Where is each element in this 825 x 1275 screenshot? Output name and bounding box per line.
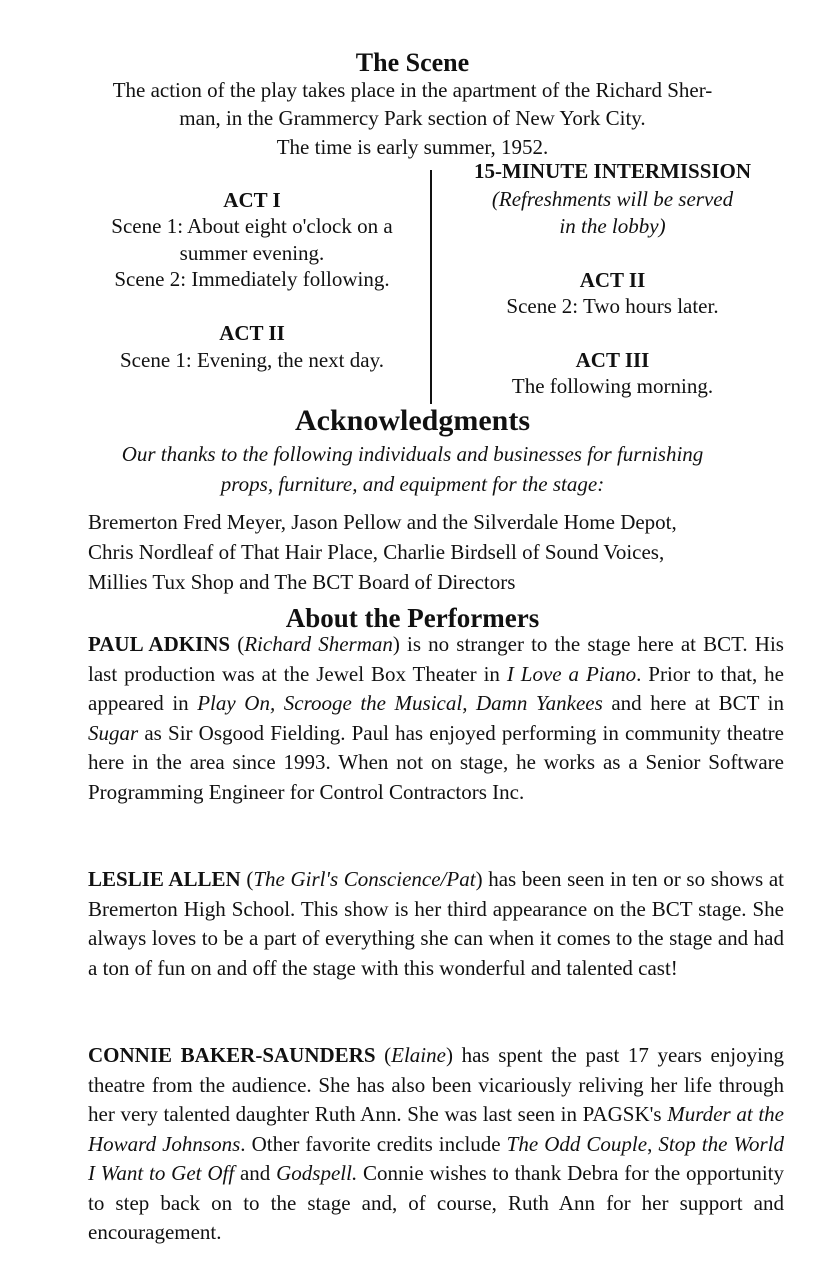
bio-text: has been seen in ten or so shows at Bremerton High School. This show is her third appearance on the BCT stage. She always loves to be a part of everything she can when it comes to the stage and had a ton of fun on and off the stage with this wonderful and talented cast!	[88, 867, 784, 980]
bio-text: Connie wishes to thank Debra for the opportunity to step back on to the stage and, of course, Ruth Ann for her support and encouragement.	[88, 1161, 784, 1244]
ack-list-line-2: Chris Nordleaf of That Hair Place, Charlie Birdsell of Sound Voices,	[88, 540, 665, 564]
scene-line-1: The action of the play takes place in the apartment of the Richard Sher-	[112, 78, 713, 102]
act-1-heading: ACT I	[223, 188, 281, 212]
performer-name: CONNIE BAKER-SAUNDERS	[88, 1043, 376, 1067]
act-2-heading-right: ACT II	[579, 268, 646, 292]
bio-title: Stop the World I Want to Get Off	[88, 1131, 785, 1185]
performer-bio-adkins: PAUL ADKINS (Richard Sherman) is no stranger to the stage here at BCT. His last production was at the Jewel Box Theater in I Love a Piano. Prior to that, he appeared in Play On, Scrooge the Musical, Damn Yankees and here at BCT in Sugar as Sir Osgood Fielding. Paul has enjoyed performing in community theatre here in the area since 1993. When not on stage, he works as a Senior Software Programming Engineer for Control Contractors Inc.	[88, 632, 784, 804]
act-1-scene-1-line-1: Scene 1: About eight o'clock on a	[111, 214, 393, 238]
ack-list-line-3: Millies Tux Shop and The BCT Board of Directors	[88, 570, 516, 594]
act-2-heading-left: ACT II	[219, 321, 285, 345]
performer-role: Elaine	[391, 1043, 446, 1067]
bio-text: as Sir Osgood Fielding. Paul has enjoyed performing in community theatre here in the area since 1993. When not on stage, he works as a Senior Software Programming Engineer for Control Contractors Inc.	[88, 720, 784, 804]
performer-role: Richard Sherman	[244, 632, 393, 656]
acknowledgments-title: Acknowledgments	[294, 404, 530, 437]
bio-text: ,	[647, 1131, 659, 1156]
bio-text: and here at BCT in	[602, 691, 784, 715]
performer-role: The Girl's Conscience/Pat	[253, 867, 476, 891]
scene-line-2: man, in the Grammercy Park section of New York City.	[179, 106, 646, 130]
ack-intro-line-1: Our thanks to the following individuals and businesses for furnishing	[121, 442, 704, 466]
bio-text: has spent the past 17 years enjoying theatre from the audience. She has also been vicariously reliving her life through her very talented daughter Ruth Ann. She was last seen in PAGSK's	[88, 1043, 784, 1126]
bio-text: is no stranger to the stage here at BCT. His last production was at the Jewel Box Theater in	[88, 632, 784, 686]
performer-name: LESLIE ALLEN	[88, 867, 241, 891]
bio-text: . Prior to that, he appeared in	[88, 661, 784, 715]
ack-list-line-1: Bremerton Fred Meyer, Jason Pellow and the Silverdale Home Depot,	[88, 510, 677, 534]
bio-title: Murder at the Howard Johnsons	[88, 1102, 785, 1156]
act-1-scene-2: Scene 2: Immediately following.	[114, 267, 390, 291]
performers-title: About the Performers	[285, 603, 540, 633]
act-1-scene-1-line-2: summer evening.	[179, 241, 325, 265]
performer-bio-baker-saunders: CONNIE BAKER-SAUNDERS (Elaine) has spent the past 17 years enjoying theatre from the audience. She has also been vicariously reliving her life through her very talented daughter Ruth Ann. She was last seen in PAGSK's Murder at the Howard Johnsons. Other favorite credits include The Odd Couple, Stop the World I Want to Get Off and Godspell. Connie wishes to thank Debra for the opportunity to step back on to the stage and, of course, Ruth Ann for her support and encouragement.	[88, 1043, 785, 1244]
ack-intro-line-2: props, furniture, and equipment for the stage:	[220, 472, 605, 496]
bio-title: Godspell.	[276, 1161, 358, 1185]
scene-line-3: The time is early summer, 1952.	[276, 135, 549, 159]
performer-name: PAUL ADKINS	[88, 632, 231, 656]
bio-title: Sugar	[88, 720, 139, 745]
act-3-text: The following morning.	[511, 374, 714, 398]
act-2-scene-2: Scene 2: Two hours later.	[506, 294, 719, 318]
scene-title: The Scene	[355, 48, 470, 77]
bio-text: . Other favorite credits include	[240, 1131, 507, 1156]
ack-list	[88, 507, 784, 597]
bio-title: Play On, Scrooge the Musical, Damn Yankees	[197, 691, 603, 715]
bio-text: and	[234, 1161, 277, 1185]
refreshments-line-1: (Refreshments will be served	[491, 187, 734, 211]
performer-bio-allen: LESLIE ALLEN (The Girl's Conscience/Pat) has been seen in ten or so shows at Bremerton High School. This show is her third appearance on the BCT stage. She always loves to be a part of everything she can when it comes to the stage and had a ton of fun on and off the stage with this wonderful and talented cast!	[88, 867, 784, 980]
act-3-heading: ACT III	[575, 348, 650, 372]
column-divider	[430, 170, 432, 404]
refreshments-line-2: in the lobby)	[559, 214, 666, 238]
act-2-scene-1: Scene 1: Evening, the next day.	[120, 348, 384, 372]
intermission-heading: 15-MINUTE INTERMISSION	[473, 159, 752, 183]
bio-title: The Odd Couple	[506, 1131, 648, 1156]
bio-title: I Love a Piano	[506, 661, 637, 686]
